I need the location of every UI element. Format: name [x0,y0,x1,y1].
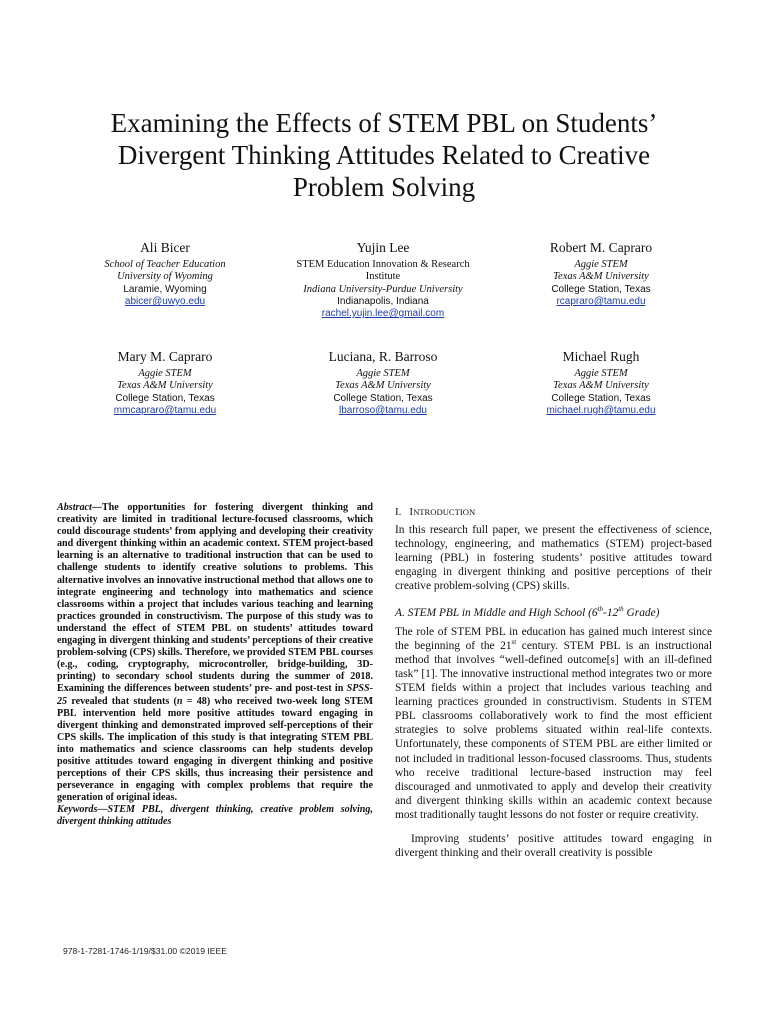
title-line-2: Divergent Thinking Attitudes Related to Creative [117,140,651,170]
author-name: Mary M. Capraro [117,349,213,364]
author-organization: Indiana University-Purdue University [303,283,463,295]
intro-paragraph-3: Improving students’ positive attitudes toward engaging in divergent thinking and their overall creativity is possible [395,832,712,860]
abstract-lead: Abstract— [57,502,102,513]
author-organization: Texas A&M University [553,380,649,392]
author-city: Laramie, Wyoming [123,283,207,295]
copyright-footer: 978-1-7281-1746-1/19/$31.00 ©2019 IEEE [63,946,228,956]
author-department: Aggie STEM [574,259,628,270]
author-city: College Station, Texas [115,392,215,404]
author-department: Aggie STEM [138,368,192,379]
author-block-2 [278,239,488,320]
author-city: Indianapolis, Indiana [337,295,429,307]
title-line-3: Problem Solving [292,172,476,202]
author-city: College Station, Texas [333,392,433,404]
author-email-link[interactable]: rachel.yujin.lee@gmail.com [321,308,445,320]
author-department-cont: Institute [365,271,401,283]
abstract [57,502,373,829]
paper-title [40,107,728,203]
subsection-heading-a: A. STEM PBL in Middle and High School (6th-12th Grade) [395,604,660,619]
author-name: Luciana, R. Barroso [328,349,438,364]
author-department: STEM Education Innovation & Research [296,259,470,270]
keywords: Keywords—STEM PBL, divergent thinking, creative problem solving, divergent thinking attitudes [57,804,373,828]
author-name: Michael Rugh [562,349,640,364]
author-block-5 [278,348,488,417]
author-department: School of Teacher Education [104,259,226,270]
author-city: College Station, Texas [551,283,651,295]
section-heading-introduction: I. INTRODUCTION [395,506,476,518]
author-block-6 [496,348,706,417]
author-organization: Texas A&M University [335,380,431,392]
author-organization: Texas A&M University [553,271,649,283]
intro-paragraph-1: In this research full paper, we present the effectiveness of science, technology, engineering, and mathematics (STEM) project-based learning (PBL) in fostering students’ positive attitudes toward engaging in divergent thinking and positive perceptions of their creative problem-solving (CPS) skills. [395,524,712,593]
intro-paragraph-2: The role of STEM PBL in education has gained much interest since the beginning of the 21st century. STEM PBL is an instructional method that involves “well-defined outcome[s] with an ill-defined task” [1]. The innovative instructional method integrates two or more STEM fields within a project that includes various teaching and learning practices grounded in constructivism. Students in STEM PBL classrooms collaboratively work to find the most efficient strategies to solve problems situated within real-life contexts. Unfortunately, these components of STEM PBL are either limited or not included in traditional lesson-focused classrooms. Thus, students who receive traditional lecture-based instruction may feel discouraged and unmotivated to apply and develop their creativity and divergent thinking skills within an academic context because most traditionally taught lessons do not foster or require creativity. [395,625,712,821]
author-organization: University of Wyoming [117,271,213,283]
abstract-text: Abstract—The opportunities for fostering divergent thinking and creativity are limited in traditional lecture-focused classrooms, which could discourage students’ from applying and developing their creativity and divergent thinking within an academic context. STEM project-based learning is an alternative to traditional instruction that can be used to challenge students to identify creative solutions to problems. This alternative involves an innovative instructional method that allows one to integrate engineering and technology into mathematics and science classrooms within a project that includes various teaching and learning practices grounded in constructivism. The purpose of this study was to understand the effect of STEM PBL on students’ attitudes toward engaging in divergent thinking and students’ perceptions of their creative problem-solving (CPS) skills. Therefore, we provided STEM PBL courses (e.g., coding, cryptography, microcontroller, bridge-building, 3D-printing) to secondary school students during the summer of 2018. Examining the differences between students’ pre- and post-test in SPSS-25 revealed that students (n = 48) who received two-week long STEM PBL intervention held more positive attitudes toward engaging in divergent thinking and demonstrated improved self-perceptions of their CPS skills. The implication of this study is that integrating STEM PBL into mathematics and science classrooms can help students develop positive attitudes toward engaging in divergent thinking and positive perceptions of their CPS skills, thus increasing their persistence and perseverance in engaging with complex problems that require the generation of original ideas. [57,502,373,804]
author-name: Ali Bicer [140,240,190,255]
introduction-column [395,505,712,860]
author-department: Aggie STEM [356,368,410,379]
author-block-4 [60,348,270,417]
author-name: Robert M. Capraro [549,240,653,255]
author-email-link[interactable]: michael.rugh@tamu.edu [546,404,656,416]
title-line-1: Examining the Effects of STEM PBL on Students’ [110,108,658,138]
author-block-3 [496,239,706,308]
author-block-1 [60,239,270,308]
author-email-link[interactable]: lbarroso@tamu.edu [339,404,427,416]
author-name: Yujin Lee [356,240,410,255]
author-email-link[interactable]: abicer@uwyo.edu [124,295,206,307]
author-email-link[interactable]: rcapraro@tamu.edu [556,295,646,307]
author-city: College Station, Texas [551,392,651,404]
author-organization: Texas A&M University [117,380,213,392]
author-email-link[interactable]: mmcapraro@tamu.edu [113,404,217,416]
author-department: Aggie STEM [574,368,628,379]
